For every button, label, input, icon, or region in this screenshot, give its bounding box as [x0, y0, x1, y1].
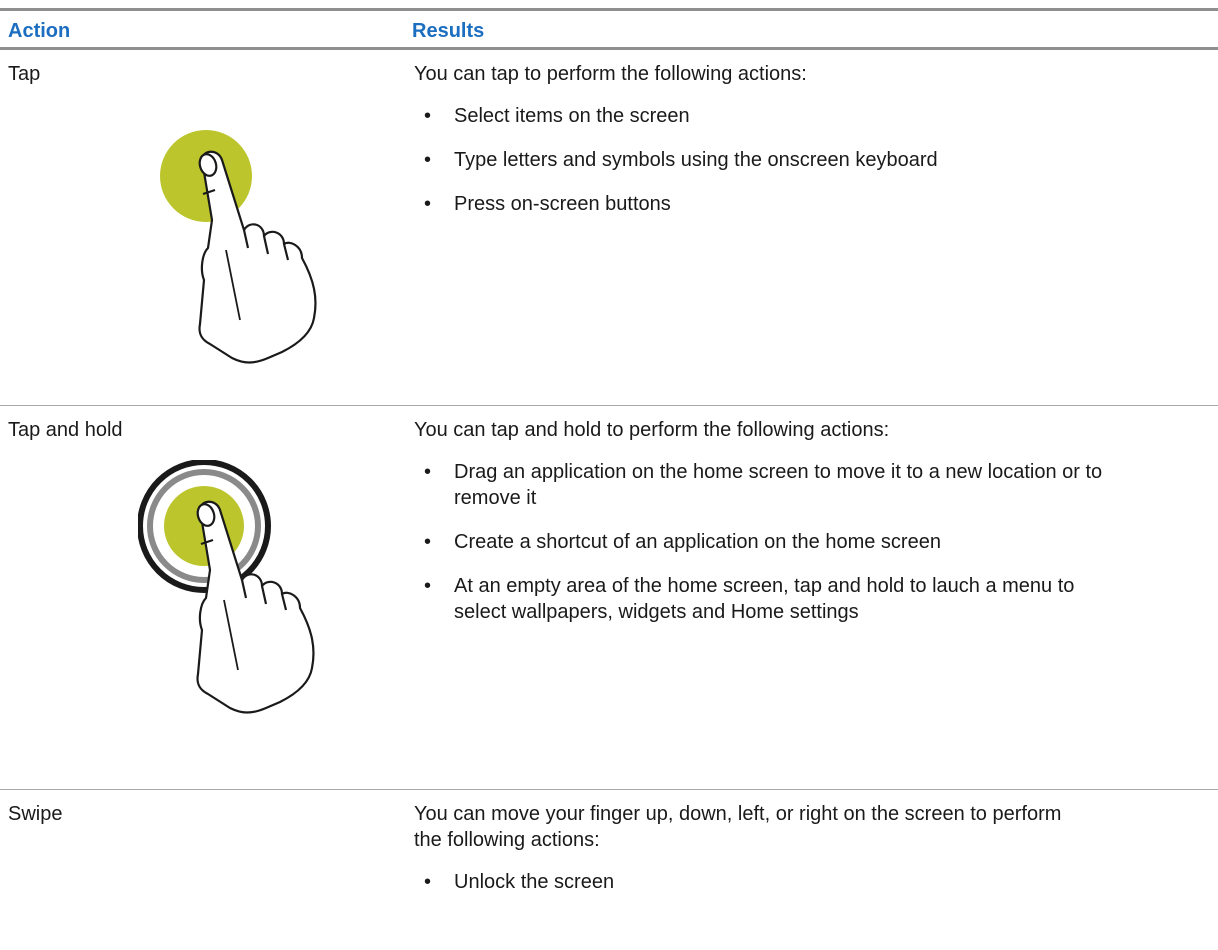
results-bullet-list — [414, 869, 1204, 895]
list-item-text: At an empty area of the home screen, tap and hold to lauch a menu to select wallpapers, widgets and Home settings — [454, 575, 1075, 623]
column-header-results: Results — [412, 20, 485, 42]
bullet-icon: • — [424, 193, 432, 215]
bullet-icon: • — [424, 575, 432, 597]
action-label: Swipe — [8, 803, 63, 825]
list-item — [414, 869, 1114, 895]
action-label: Tap and hold — [8, 419, 123, 441]
list-item-text: Drag an application on the home screen to move it to a new location or to remove it — [454, 461, 1103, 509]
list-item-text: Unlock the screen — [454, 871, 615, 893]
column-header-action: Action — [8, 20, 71, 42]
list-item — [414, 103, 1114, 129]
results-intro: You can tap to perform the following actions: — [414, 63, 807, 85]
results-cell — [414, 61, 1204, 235]
list-item — [414, 459, 1114, 511]
tap-and-hold-gesture-icon — [138, 460, 348, 735]
bullet-icon: • — [424, 149, 432, 171]
gesture-table — [0, 8, 1218, 950]
bullet-icon: • — [424, 461, 432, 483]
list-item — [414, 191, 1114, 217]
list-item-text: Create a shortcut of an application on the home screen — [454, 531, 941, 553]
results-cell — [414, 417, 1204, 643]
list-item — [414, 147, 1114, 173]
bullet-icon: • — [424, 531, 432, 553]
table-row — [0, 406, 1218, 790]
tap-gesture-icon — [160, 130, 340, 375]
list-item-text: Press on-screen buttons — [454, 193, 671, 215]
list-item-text: Select items on the screen — [454, 105, 690, 127]
results-intro: You can tap and hold to perform the following actions: — [414, 419, 890, 441]
list-item — [414, 529, 1114, 555]
table-row — [0, 50, 1218, 406]
list-item — [414, 573, 1114, 625]
bullet-icon: • — [424, 105, 432, 127]
results-bullet-list — [414, 459, 1204, 625]
results-cell — [414, 801, 1204, 913]
action-label: Tap — [8, 63, 41, 85]
list-item-text: Type letters and symbols using the onscreen keyboard — [454, 149, 938, 171]
table-row — [0, 790, 1218, 950]
results-bullet-list — [414, 103, 1204, 217]
table-header-row — [0, 8, 1218, 50]
results-intro: You can move your finger up, down, left, or right on the screen to perform the following actions: — [414, 803, 1062, 851]
bullet-icon: • — [424, 871, 432, 893]
